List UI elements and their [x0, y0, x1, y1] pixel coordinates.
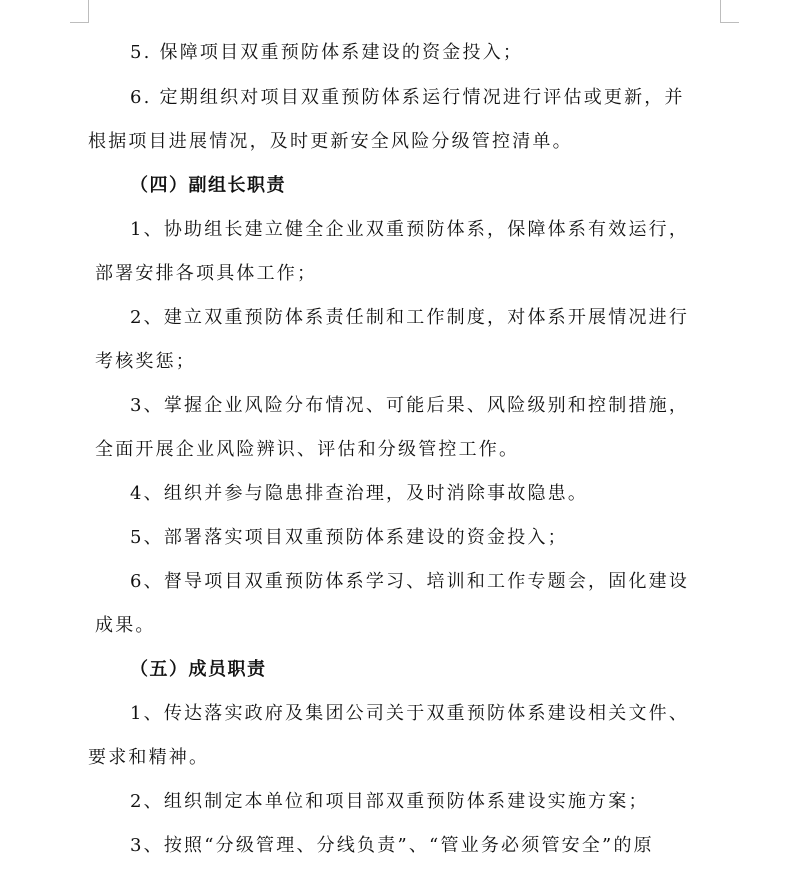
paragraph-line: 6. 定期组织对项目双重预防体系运行情况进行评估或更新，并 [130, 87, 685, 108]
paragraph-line: 全面开展企业风险辨识、评估和分级管控工作。 [95, 439, 520, 460]
paragraph-line: 4、组织并参与隐患排查治理，及时消除事故隐患。 [130, 483, 589, 504]
section-heading: （五）成员职责 [130, 659, 267, 680]
paragraph-line: 成果。 [95, 615, 156, 636]
paragraph-line: 考核奖惩； [95, 351, 196, 372]
paragraph-line: 1、传达落实政府及集团公司关于双重预防体系建设相关文件、 [130, 703, 690, 724]
paragraph-line: 6、督导项目双重预防体系学习、培训和工作专题会，固化建设 [130, 571, 690, 592]
section-heading: （四）副组长职责 [130, 175, 286, 196]
paragraph-line: 要求和精神。 [88, 747, 210, 768]
paragraph-line: 部署安排各项具体工作； [95, 263, 318, 284]
page-corner-mark-top-right [720, 0, 739, 23]
paragraph-line: 2、组织制定本单位和项目部双重预防体系建设实施方案； [130, 791, 649, 812]
paragraph-line: 3、按照“分级管理、分线负责”、“管业务必须管安全”的原 [130, 835, 654, 856]
paragraph-line: 根据项目进展情况，及时更新安全风险分级管控清单。 [88, 131, 573, 152]
paragraph-line: 3、掌握企业风险分布情况、可能后果、风险级别和控制措施， [130, 395, 690, 416]
paragraph-line: 5. 保障项目双重预防体系建设的资金投入； [130, 42, 524, 63]
paragraph-line: 1、协助组长建立健全企业双重预防体系，保障体系有效运行， [130, 219, 690, 240]
page-corner-mark-top-left [70, 0, 89, 23]
paragraph-line: 2、建立双重预防体系责任制和工作制度，对体系开展情况进行 [130, 307, 690, 328]
paragraph-line: 5、部署落实项目双重预防体系建设的资金投入； [130, 527, 568, 548]
